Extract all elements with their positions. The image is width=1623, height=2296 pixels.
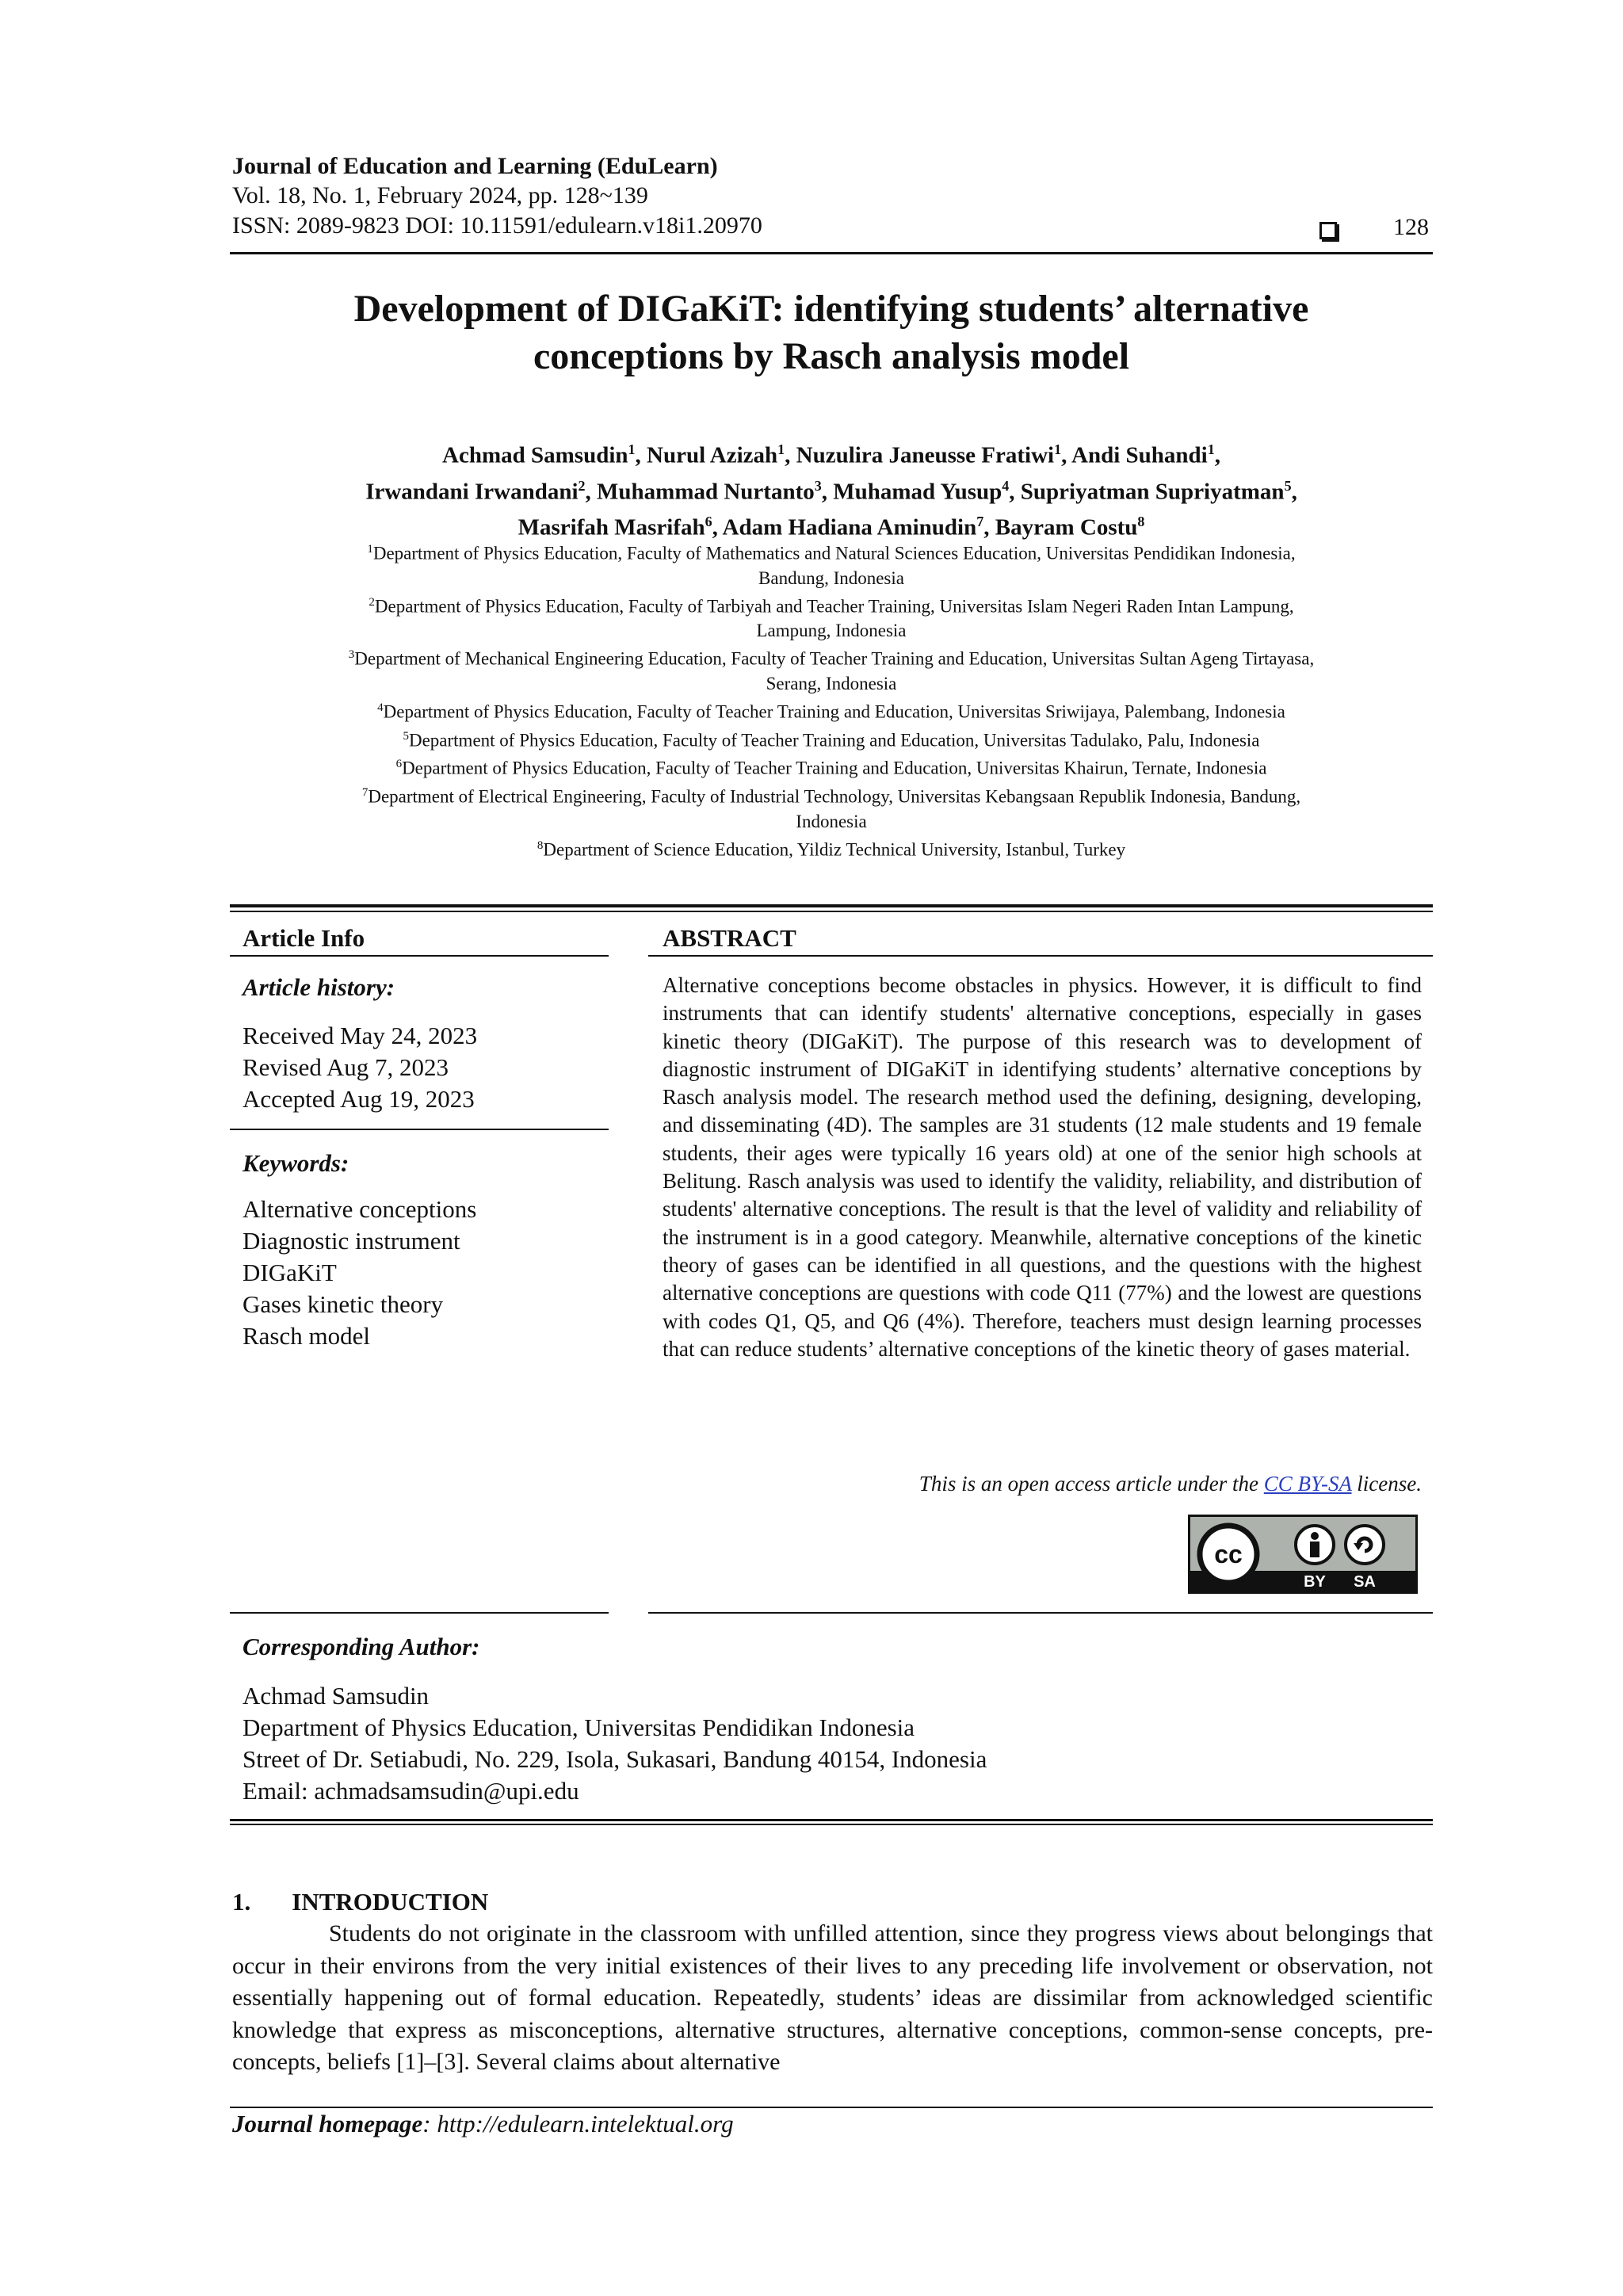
abstract-rule	[648, 955, 1433, 957]
journal-volume: Vol. 18, No. 1, February 2024, pp. 128~139	[232, 182, 648, 208]
sa-text: SA	[1354, 1573, 1376, 1591]
author-separator: ,	[1214, 442, 1220, 468]
author-affiliation-mark: 6	[705, 514, 712, 530]
author-affiliation-mark: 7	[976, 514, 984, 530]
introduction-paragraph: Students do not originate in the classroom with unfilled attention, since they progress views about belongings that occur in their environs from the very initial existences of their lives to any preceding life involvement or observation, not essentially happening out of formal education. Repeatedly, students’ ideas are dissimilar from acknowledged scientific knowledge that express as misconceptions, alternative structures, alternative conceptions, common-sense concepts, pre-concepts, beliefs [1]–[3]. Several claims about alternative	[232, 1920, 1433, 2075]
footer-rule	[230, 2107, 1433, 2108]
author-affiliation-mark: 4	[1002, 477, 1010, 494]
introduction-heading	[232, 1888, 488, 1916]
author-line	[230, 471, 1433, 507]
affiliation-mark: 5	[403, 729, 409, 743]
affiliation-text: Serang, Indonesia	[766, 673, 897, 693]
license-suffix: license.	[1351, 1472, 1422, 1496]
affiliation-text: Lampung, Indonesia	[756, 621, 907, 641]
journal-homepage[interactable]	[232, 2110, 734, 2138]
page-number: 128	[1393, 214, 1429, 240]
affiliation-line	[230, 590, 1433, 619]
author-affiliation-mark: 1	[1207, 441, 1215, 457]
keyword-item: Rasch model	[242, 1322, 370, 1350]
affiliation-list	[230, 537, 1433, 861]
author-separator: ,	[785, 442, 796, 468]
abstract-heading: ABSTRACT	[663, 924, 796, 952]
affiliation-line	[230, 643, 1433, 671]
author-separator: ,	[712, 514, 723, 541]
affiliation-line	[230, 696, 1433, 724]
article-info-heading: Article Info	[242, 924, 365, 952]
cc-text: cc	[1214, 1540, 1243, 1568]
author-name: Nurul Azizah	[647, 442, 778, 468]
author-name: Supriyatman Supriyatman	[1020, 479, 1285, 505]
introduction-text	[232, 1918, 1433, 2079]
journal-issn-doi: ISSN: 2089-9823 DOI: 10.11591/edulearn.v18i1.20970	[232, 212, 762, 239]
license-statement	[663, 1472, 1422, 1496]
abstract-text: Alternative conceptions become obstacles in physics. However, it is difficult to find instruments that can identify students' alternative conceptions, especially in gases kinetic theory (DIGaKiT). The purpose of this research was to development of diagnostic instrument of DIGaKiT in identifying students’ alternative conceptions by Rasch analysis model. The research method used the defining, designing, developing, and disseminating (4D). The samples are 31 students (12 male students and 19 female students, their ages were typically 16 years old) at one of the senior high schools at Belitung. Rasch analysis was used to identify the validity, reliability, and distribution of students' alternative conceptions. The result is that the level of validity and reliability of the instrument is in a good category. Meanwhile, alternative conceptions of the kinetic theory of gases can be identified in all questions, and the questions with the highest alternative conceptions are questions with code Q11 (77%) and the lowest are questions with codes Q1, Q5, and Q6 (4%). Therefore, teachers must design learning processes that can reduce students’ alternative conceptions of the kinetic theory of gases material.	[663, 973, 1422, 1361]
affiliation-line	[230, 618, 1433, 643]
author-name: Muhamad Yusup	[833, 479, 1002, 505]
article-dates	[242, 1020, 477, 1115]
history-rule	[230, 1129, 609, 1130]
author-name: Muhammad Nurtanto	[597, 479, 815, 505]
author-affiliation-mark: 2	[578, 477, 586, 494]
section-rule-top	[230, 904, 1433, 907]
affiliation-text: Department of Physics Education, Faculty of Teacher Training and Education, Universitas Tadulako, Palu, Indonesia	[408, 730, 1260, 751]
article-history-heading: Article history:	[242, 973, 395, 1001]
author-separator: ,	[821, 479, 834, 505]
article-info-rule	[230, 955, 609, 957]
affiliation-text: Indonesia	[796, 811, 867, 831]
license-link[interactable]: CC BY-SA	[1263, 1472, 1352, 1496]
corresponding-name: Achmad Samsudin	[242, 1682, 430, 1710]
keywords-heading: Keywords:	[242, 1149, 349, 1177]
affiliation-text: Department of Mechanical Engineering Education, Faculty of Teacher Training and Education, Universitas Sultan Ageng Tirtayasa,	[354, 648, 1315, 669]
author-affiliation-mark: 3	[814, 477, 822, 494]
corresponding-email[interactable]: Email: achmadsamsudin@upi.edu	[242, 1777, 579, 1805]
affiliation-line	[230, 781, 1433, 809]
affiliation-line	[230, 537, 1433, 566]
keyword-item: DIGaKiT	[242, 1259, 337, 1286]
corresponding-rule-inner	[230, 1824, 1433, 1825]
corresponding-department: Department of Physics Education, Universitas Pendidikan Indonesia	[242, 1713, 915, 1741]
affiliation-text: Department of Electrical Engineering, Faculty of Industrial Technology, Universitas Kebangsaan Republik Indonesia, Bandung,	[368, 786, 1301, 807]
corresponding-address: Street of Dr. Setiabudi, No. 229, Isola, Sukasari, Bandung 40154, Indonesia	[242, 1745, 987, 1773]
affiliation-line	[230, 809, 1433, 834]
author-list	[230, 434, 1433, 543]
author-separator: ,	[1009, 479, 1021, 505]
author-name: Andi Suhandi	[1071, 442, 1208, 468]
author-line	[230, 434, 1433, 471]
author-affiliation-mark: 1	[777, 441, 785, 457]
corresponding-heading: Corresponding Author:	[242, 1633, 480, 1660]
title-line-2: conceptions by Rasch analysis model	[533, 335, 1130, 377]
accepted-date: Accepted Aug 19, 2023	[242, 1085, 475, 1113]
square-bullet-icon	[1319, 222, 1337, 239]
affiliation-text: Department of Physics Education, Faculty of Teacher Training and Education, Universitas Sriwijaya, Palembang, Indonesia	[383, 701, 1285, 722]
affiliation-text: Department of Physics Education, Faculty of Tarbiyah and Teacher Training, Universitas Islam Negeri Raden Intan Lampung,	[374, 596, 1294, 617]
author-separator: ,	[1291, 479, 1297, 505]
header-rule	[230, 252, 1433, 254]
license-prefix: This is an open access article under the	[918, 1472, 1264, 1496]
keyword-item: Alternative conceptions	[242, 1195, 477, 1223]
affiliation-text: Department of Physics Education, Faculty of Mathematics and Natural Sciences Education, Universitas Pendidikan Indonesia,	[372, 543, 1296, 563]
affiliation-mark: 8	[537, 839, 544, 852]
affiliation-text: Department of Physics Education, Faculty of Teacher Training and Education, Universitas Khairun, Ternate, Indonesia	[402, 758, 1267, 778]
affiliation-mark: 1	[367, 543, 373, 556]
affiliation-line	[230, 752, 1433, 781]
by-text: BY	[1304, 1573, 1326, 1591]
affiliation-line	[230, 566, 1433, 590]
affiliation-mark: 3	[348, 648, 355, 662]
cc-badge-graphic	[1190, 1517, 1415, 1591]
affiliation-mark: 7	[361, 785, 369, 799]
author-name: Achmad Samsudin	[442, 442, 628, 468]
section-number: 1.	[232, 1888, 251, 1916]
keywords-list	[242, 1194, 476, 1352]
keyword-item: Gases kinetic theory	[242, 1290, 444, 1318]
author-separator: ,	[585, 479, 598, 505]
author-name: Irwandani Irwandani	[365, 479, 579, 505]
revised-date: Revised Aug 7, 2023	[242, 1053, 449, 1081]
affiliation-mark: 4	[377, 701, 384, 714]
affiliation-line	[230, 671, 1433, 696]
affiliation-text: Department of Science Education, Yildiz Technical University, Istanbul, Turkey	[543, 839, 1126, 860]
paper-title	[230, 285, 1433, 380]
author-affiliation-mark: 1	[628, 441, 636, 457]
author-affiliation-mark: 1	[1054, 441, 1062, 457]
keyword-item: Diagnostic instrument	[242, 1227, 460, 1255]
title-line-1: Development of DIGaKiT: identifying students’ alternative	[353, 288, 1309, 330]
section-rule-top-inner	[230, 911, 1433, 912]
info-bottom-rule	[230, 1612, 609, 1614]
author-separator: ,	[635, 442, 647, 468]
author-separator: ,	[983, 514, 995, 541]
journal-name: Journal of Education and Learning (EduLearn)	[232, 153, 718, 179]
homepage-label: Journal homepage	[232, 2110, 423, 2137]
corresponding-details	[242, 1680, 987, 1807]
author-affiliation-mark: 8	[1137, 514, 1145, 530]
affiliation-mark: 2	[369, 595, 375, 609]
author-name: Adam Hadiana Aminudin	[722, 514, 977, 541]
author-name: Masrifah Masrifah	[517, 514, 705, 541]
abstract-bottom-rule	[648, 1612, 1433, 1614]
author-name: Nuzulira Janeusse Fratiwi	[796, 442, 1055, 468]
received-date: Received May 24, 2023	[242, 1022, 478, 1049]
cc-by-sa-badge-icon[interactable]	[1188, 1515, 1418, 1594]
section-title: INTRODUCTION	[292, 1888, 489, 1916]
affiliation-text: Bandung, Indonesia	[758, 567, 904, 588]
author-separator: ,	[1061, 442, 1072, 468]
corresponding-rule	[230, 1819, 1433, 1821]
affiliation-mark: 6	[395, 758, 403, 771]
affiliation-line	[230, 724, 1433, 753]
affiliation-line	[230, 834, 1433, 862]
author-affiliation-mark: 5	[1284, 477, 1292, 494]
author-name: Bayram Costu	[995, 514, 1138, 541]
homepage-url[interactable]: : http://edulearn.intelektual.org	[422, 2110, 734, 2137]
